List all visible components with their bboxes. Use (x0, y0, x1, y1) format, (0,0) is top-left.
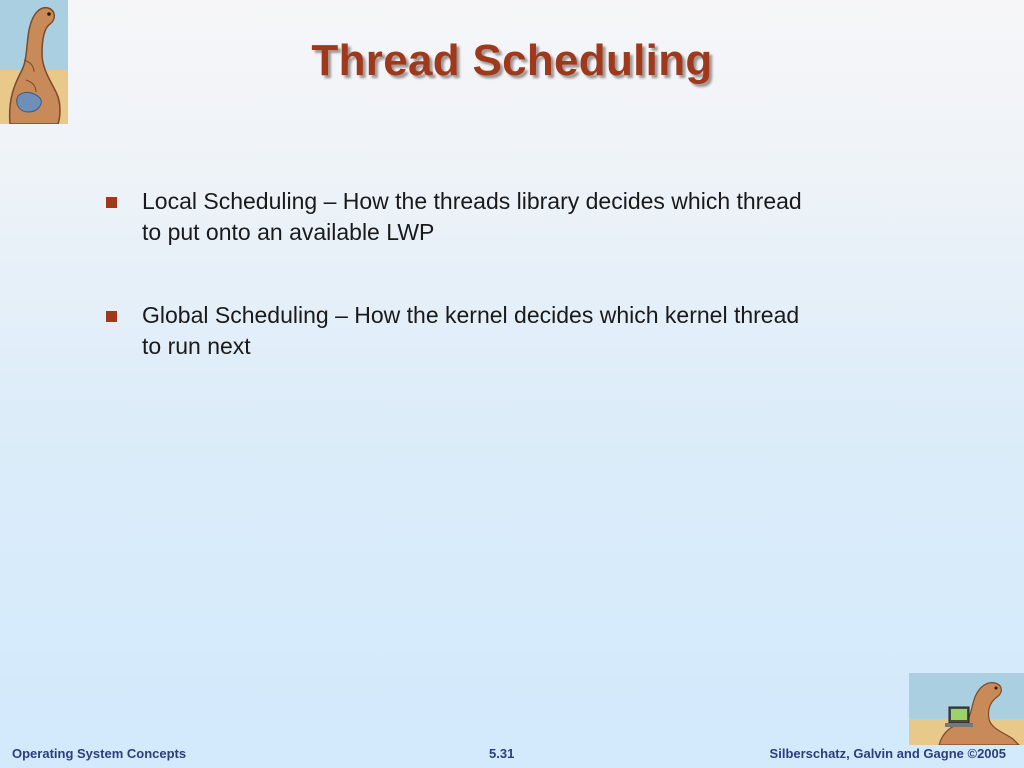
footer-copyright: Silberschatz, Galvin and Gagne ©2005 (769, 746, 1006, 761)
footer-page-number: 5.31 (489, 746, 515, 761)
slide-title: Thread Scheduling (311, 36, 713, 85)
list-item (104, 186, 824, 248)
bullet-text: Local Scheduling – How the threads library decides which thread to put onto an available LWP (142, 188, 802, 245)
square-bullet-icon (106, 311, 117, 322)
list-item (104, 300, 824, 362)
dinosaur-laptop-icon (909, 673, 1024, 745)
square-bullet-icon (106, 197, 117, 208)
bullet-list (104, 186, 824, 414)
bullet-text: Global Scheduling – How the kernel decides which kernel thread to run next (142, 302, 800, 359)
footer-book-title: Operating System Concepts (12, 746, 187, 761)
